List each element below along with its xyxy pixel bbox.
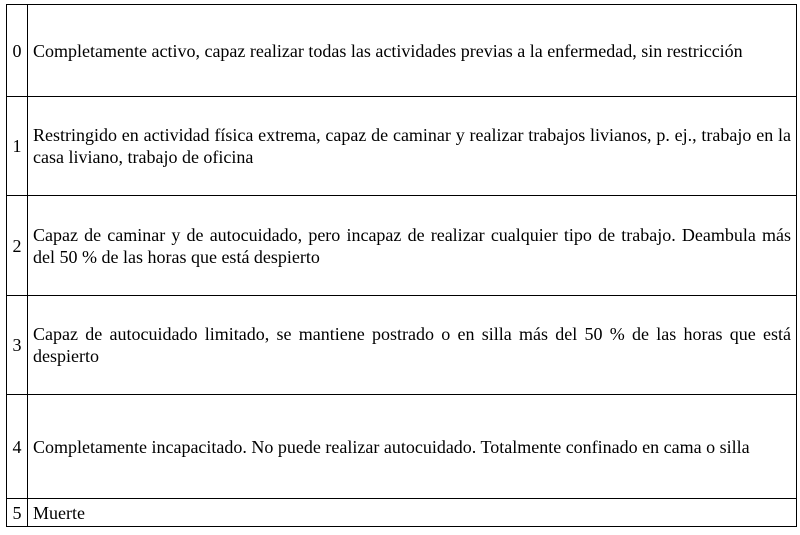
table-row bbox=[7, 97, 797, 196]
description-cell: Completamente incapacitado. No puede realizar autocuidado. Totalmente confinado en cama o silla bbox=[28, 395, 797, 499]
performance-status-table bbox=[6, 4, 797, 527]
table-row bbox=[7, 5, 797, 97]
grade-cell: 4 bbox=[7, 395, 28, 499]
grade-cell: 0 bbox=[7, 5, 28, 97]
grade-cell: 3 bbox=[7, 296, 28, 395]
table-row bbox=[7, 296, 797, 395]
grade-cell: 2 bbox=[7, 196, 28, 296]
description-cell: Restringido en actividad física extrema, capaz de caminar y realizar trabajos livianos, p. ej., trabajo en la casa liviano, trabajo de oficina bbox=[28, 97, 797, 196]
grade-cell: 5 bbox=[7, 499, 28, 527]
table-row bbox=[7, 395, 797, 499]
description-cell: Capaz de caminar y de autocuidado, pero incapaz de realizar cualquier tipo de trabajo. Deambula más del 50 % de las horas que está despierto bbox=[28, 196, 797, 296]
grade-cell: 1 bbox=[7, 97, 28, 196]
table-row bbox=[7, 499, 797, 527]
description-cell: Completamente activo, capaz realizar todas las actividades previas a la enfermedad, sin restricción bbox=[28, 5, 797, 97]
description-cell: Muerte bbox=[28, 499, 797, 527]
table-row bbox=[7, 196, 797, 296]
description-cell: Capaz de autocuidado limitado, se mantiene postrado o en silla más del 50 % de las horas que está despierto bbox=[28, 296, 797, 395]
